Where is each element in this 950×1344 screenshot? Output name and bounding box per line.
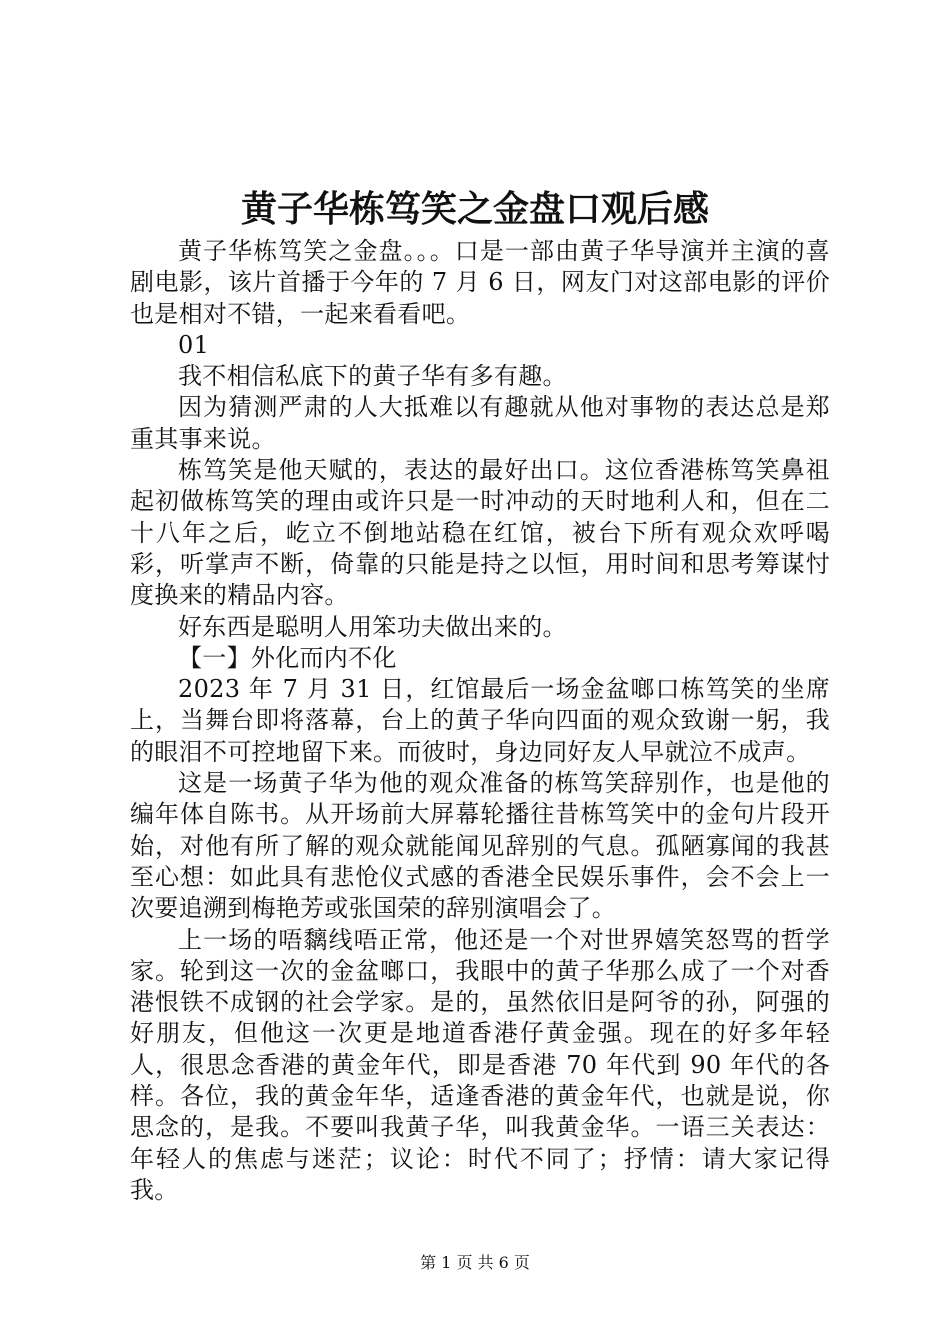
- paragraph-5: 栋笃笑是他天赋的，表达的最好出口。这位香港栋笃笑鼻祖起初做栋笃笑的理由或许只是一时冲动的天时地利人和，但在二十八年之后，屹立不倒地站稳在红馆，被台下所有观众欢呼喝彩，听掌声不断，倚靠的只能是持之以恒，用时间和思考筹谋忖度换来的精品内容。: [130, 456, 830, 610]
- paragraph-1: 黄子华栋笃笑之金盘。。。口是一部由黄子华导演并主演的喜剧电影，该片首播于今年的 7 月 6 日，网友门对这部电影的评价也是相对不错，一起来看看吧。: [130, 237, 830, 328]
- page-title: 黄子华栋笃笑之金盘口观后感: [240, 188, 709, 230]
- article-body: [130, 236, 830, 1206]
- paragraph-9: 这是一场黄子华为他的观众准备的栋笃笑辞别作，也是他的编年体自陈书。从开场前大屏幕轮播往昔栋笃笑中的金句片段开始，对他有所了解的观众就能闻见辞别的气息。孤陋寡闻的我甚至心想：如此具有悲怆仪式感的香港全民娱乐事件，会不会上一次要追溯到梅艳芳或张国荣的辞别演唱会了。: [130, 769, 830, 923]
- page-footer: 第 1 页 共 6 页: [420, 1253, 530, 1272]
- paragraph-2: 01: [178, 330, 210, 359]
- section-heading: 【一】外化而内不化: [178, 643, 397, 672]
- paragraph-10: 上一场的唔黐线唔正常，他还是一个对世界嬉笑怒骂的哲学家。轮到这一次的金盆啷口，我眼中的黄子华那么成了一个对香港恨铁不成钢的社会学家。是的，虽然依旧是阿爷的孙，阿强的好朋友，但他这一次更是地道香港仔黄金强。现在的好多年轻人，很思念香港的黄金年代，即是香港 70 年代到 90 年代的各样。各位，我的黄金年华，适逢香港的黄金年代，也就是说，你思念的，是我。不要叫我黄子华，叫我黄金华。一语三关表达：年轻人的焦虑与迷茫；议论：时代不同了；抒情：请大家记得我。: [130, 925, 830, 1204]
- paragraph-8: 2023 年 7 月 31 日，红馆最后一场金盆啷口栋笃笑的坐席上，当舞台即将落幕，台上的黄子华向四面的观众致谢一躬，我的眼泪不可控地留下来。而彼时，身边同好友人早就泣不成声。: [130, 675, 830, 766]
- paragraph-4: 因为猜测严肃的人大抵难以有趣就从他对事物的表达总是郑重其事来说。: [130, 393, 830, 453]
- paragraph-6: 好东西是聪明人用笨功夫做出来的。: [178, 612, 567, 641]
- paragraph-3: 我不相信私底下的黄子华有多有趣。: [178, 362, 567, 391]
